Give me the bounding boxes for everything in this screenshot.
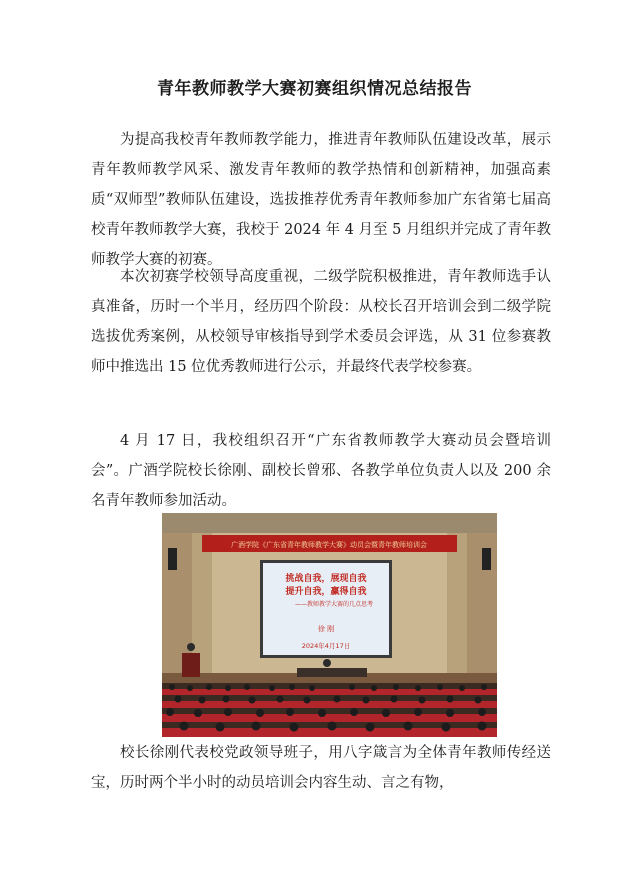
screen-subtitle: ——教师教学大赛的几点思考 xyxy=(294,601,374,608)
paragraph-1: 为提高我校青年教师教学能力，推进青年教师队伍建设改革，展示青年教师教学风采、激发青年教师的教学热情和创新精神，加强高素质“双师型”教师队伍建设，选拔推荐优秀青年教师参加广东省第七届高校青年教师教学大赛，我校于 2024 年 4 月至 5 月组织并完成了青年教师教学大赛的初赛。 xyxy=(91,132,552,268)
screen-speaker: 徐 刚 xyxy=(317,625,335,633)
screen-line-2: 提升自我，赢得自我 xyxy=(285,587,367,597)
paragraph-3: 4 月 17 日，我校组织召开“广东省教师教学大赛动员会暨培训会”。广酒学院校长徐刚、副校长曾邪、各教学单位负责人以及 200 余名青年教师参加活动。 xyxy=(91,433,551,509)
event-photo xyxy=(162,513,497,737)
banner-text: 广酒学院《广东省青年教师教学大赛》动员会暨青年教师培训会 xyxy=(231,541,427,549)
paragraph-2: 本次初赛学校领导高度重视，二级学院积极推进，青年教师选手认真准备，历时一个半月，经历四个阶段：从校长召开培训会到二级学院选拔优秀案例，从校领导审核指导到学术委员会评选，从 31 位参赛教师中推选出 15 位优秀教师进行公示，并最终代表学校参赛。 xyxy=(91,269,551,375)
document-title: 青年教师教学大赛初赛组织情况总结报告 xyxy=(157,79,472,99)
screen-date: 2024年4月17日 xyxy=(301,642,351,650)
podium xyxy=(182,653,200,677)
screen-line-1: 挑战自我，展现自我 xyxy=(285,574,367,584)
paragraph-4: 校长徐刚代表校党政领导班子，用八字箴言为全体青年教师传经送宝，历时两个半小时的动员培训会内容生动、言之有物， xyxy=(91,745,551,791)
